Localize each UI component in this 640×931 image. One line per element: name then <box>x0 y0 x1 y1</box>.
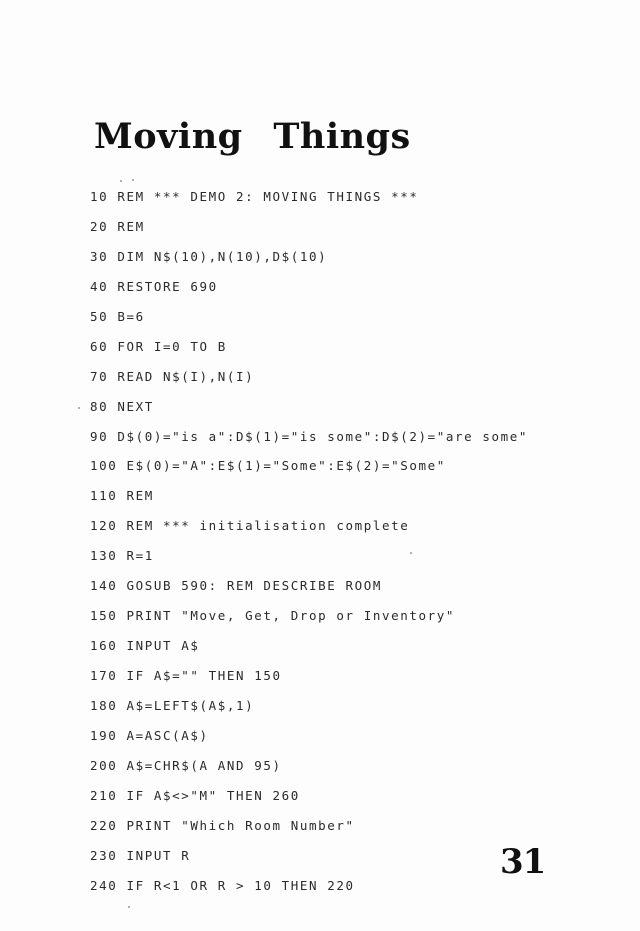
code-line: 50 B=6 <box>90 308 145 324</box>
code-line: 60 FOR I=0 TO B <box>90 338 227 354</box>
code-line: 190 A=ASC(A$) <box>90 727 209 743</box>
code-line: 40 RESTORE 690 <box>90 278 218 294</box>
scan-speck <box>128 906 130 908</box>
code-line: 160 INPUT A$ <box>90 638 200 654</box>
scan-speck <box>78 407 80 409</box>
code-line: 230 INPUT R <box>90 847 191 863</box>
code-line: 180 A$=LEFT$(A$,1) <box>90 697 255 713</box>
code-line: 140 GOSUB 590: REM DESCRIBE ROOM <box>90 578 383 594</box>
code-line: 150 PRINT "Move, Get, Drop or Inventory" <box>90 608 456 624</box>
code-line: 220 PRINT "Which Room Number" <box>90 817 355 833</box>
code-line: 10 REM *** DEMO 2: MOVING THINGS *** <box>90 189 419 204</box>
code-line: 30 DIM N$(10),N(10),D$(10) <box>90 248 328 264</box>
code-line: 130 R=1 <box>90 548 154 564</box>
scan-speck <box>410 552 412 554</box>
code-line: 110 REM <box>90 488 154 504</box>
code-line: 170 IF A$="" THEN 150 <box>90 668 282 683</box>
code-line: 90 D$(0)="is a":D$(1)="is some":D$(2)="are some" <box>90 428 529 444</box>
code-line: 240 IF R<1 OR R > 10 THEN 220 <box>90 877 355 893</box>
page-title: Moving Things <box>94 116 411 157</box>
code-line: 210 IF A$<>"M" THEN 260 <box>90 787 300 803</box>
code-line: 20 REM <box>90 218 145 234</box>
code-line: 120 REM *** initialisation complete <box>90 518 410 534</box>
basic-program-listing <box>90 182 528 901</box>
scan-speck <box>120 180 122 182</box>
code-line: 80 NEXT <box>90 398 154 414</box>
scan-speck <box>132 179 134 181</box>
code-line: 200 A$=CHR$(A AND 95) <box>90 757 282 773</box>
code-line: 70 READ N$(I),N(I) <box>90 368 255 384</box>
page-number: 31 <box>500 842 546 882</box>
code-line: 100 E$(0)="A":E$(1)="Some":E$(2)="Some" <box>90 458 446 474</box>
